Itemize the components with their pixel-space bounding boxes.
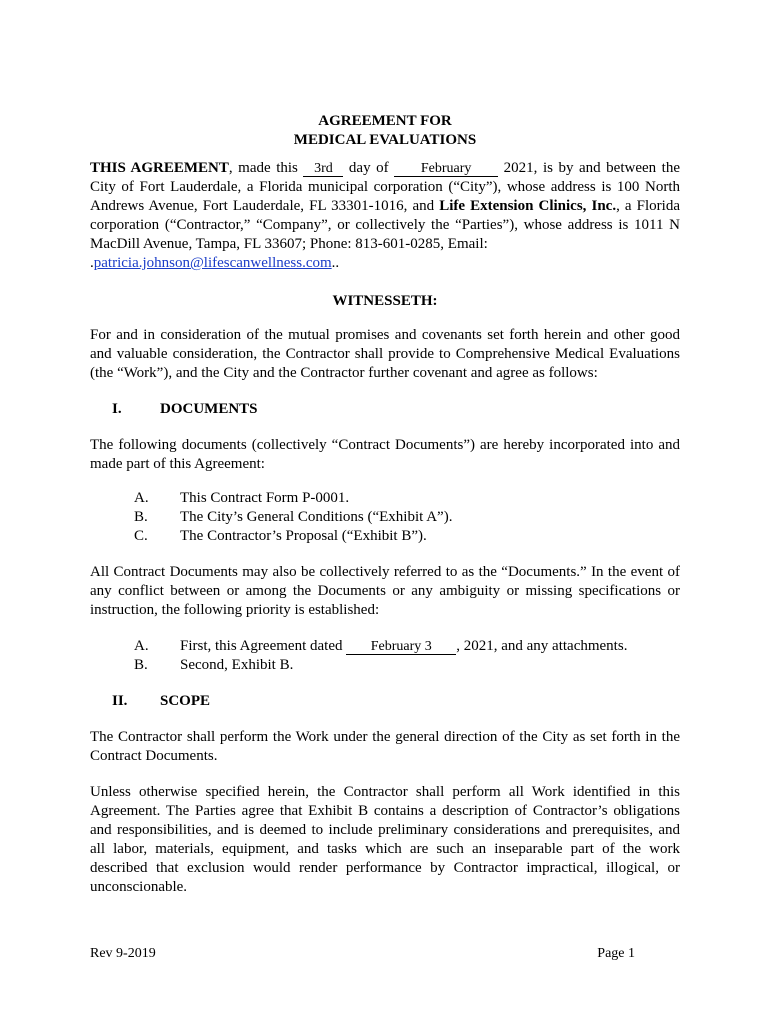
priority-text-post: , 2021, and any attachments.	[456, 638, 628, 654]
documents-paragraph: The following documents (collectively “Contract Documents”) are hereby incorporated into and made part of this Agreement:	[90, 437, 680, 472]
section-title: SCOPE	[160, 693, 211, 709]
priority-list	[134, 637, 680, 675]
witness-paragraph: For and in consideration of the mutual promises and covenants set forth herein and other good and valuable consideration, the Contractor shall provide to Comprehensive Medical Evaluations (the “Work”), and the City and the Contractor further covenant and agree as follows:	[90, 327, 680, 381]
list-letter: A.	[134, 638, 149, 654]
list-text	[180, 637, 627, 656]
contract-documents-list	[134, 489, 680, 546]
intro-text-1: , made this	[228, 160, 304, 176]
document-body	[90, 112, 680, 897]
section-number: I.	[112, 401, 122, 417]
intro-text-3: 2021, is by and between the City of Fort Lauderdale, a Florida municipal corporation (“City”), whose address is 100 North Andrews Avenue, Fort Lauderdale, FL 33301-1016, and	[90, 160, 681, 214]
intro-paragraph	[90, 159, 680, 273]
email-link[interactable]: patricia.johnson@lifescanwellness.com	[93, 255, 332, 271]
revision-label: Rev 9-2019	[90, 946, 156, 961]
list-letter: B.	[134, 657, 148, 673]
email-prefix: .	[90, 255, 94, 271]
agreement-date-field[interactable]: February 3	[346, 639, 456, 655]
list-letter: A.	[134, 490, 149, 506]
intro-text-4: , a Florida corporation (“Contractor,” “Company”, or collectively the “Parties”), whose address is 1011 N MacDill Avenue, Tampa, FL 33607; Phone: 813-601-0285, Email:	[90, 198, 680, 252]
company-name: Life Extension Clinics, Inc.	[439, 198, 617, 214]
document-title	[90, 112, 680, 150]
list-item	[134, 637, 680, 656]
scope-paragraph-1: The Contractor shall perform the Work under the general direction of the City as set forth in the Contract Documents.	[90, 729, 680, 764]
intro-text-2: day of	[343, 160, 395, 176]
priority-text-pre: First, this Agreement dated	[180, 638, 347, 654]
scope-paragraph-2: Unless otherwise specified herein, the Contractor shall perform all Work identified in this Agreement. The Parties agree that Exhibit B contains a description of Contractor’s obligations and responsibilities, and is deemed to include preliminary considerations and prerequisites, and all labor, materials, equipment, and tasks which are such an inseparable part of the work described that exclusion would render performance by Contractor impractical, illogical, or unconscionable.	[90, 784, 680, 895]
intro-lead: THIS AGREEMENT	[90, 160, 229, 176]
list-item	[134, 489, 680, 508]
list-text: This Contract Form P-0001.	[180, 490, 350, 506]
section-heading-documents	[90, 400, 680, 419]
section-title: DOCUMENTS	[160, 401, 258, 417]
list-text: The Contractor’s Proposal (“Exhibit B”).	[180, 528, 427, 544]
section-number: II.	[112, 693, 128, 709]
list-item	[134, 527, 680, 546]
list-item	[134, 508, 680, 527]
email-suffix: ..	[331, 255, 340, 271]
page-footer	[90, 944, 635, 963]
page-number: Page 1	[597, 946, 635, 961]
day-field[interactable]: 3rd	[303, 161, 343, 177]
priority-paragraph: All Contract Documents may also be collectively referred to as the “Documents.” In the event of any conflict between or among the Documents or any ambiguity or missing specifications or instruction, the following priority is established:	[90, 564, 680, 618]
list-letter: C.	[134, 528, 148, 544]
list-text: The City’s General Conditions (“Exhibit A”).	[180, 509, 453, 525]
month-field[interactable]: February	[394, 161, 498, 177]
witnesseth-heading: WITNESSETH:	[332, 293, 438, 309]
title-line-2: MEDICAL EVALUATIONS	[293, 132, 477, 148]
list-text: Second, Exhibit B.	[180, 657, 294, 673]
list-item	[134, 656, 680, 675]
title-line-1: AGREEMENT FOR	[318, 113, 452, 129]
list-letter: B.	[134, 509, 148, 525]
section-heading-scope	[90, 692, 680, 711]
